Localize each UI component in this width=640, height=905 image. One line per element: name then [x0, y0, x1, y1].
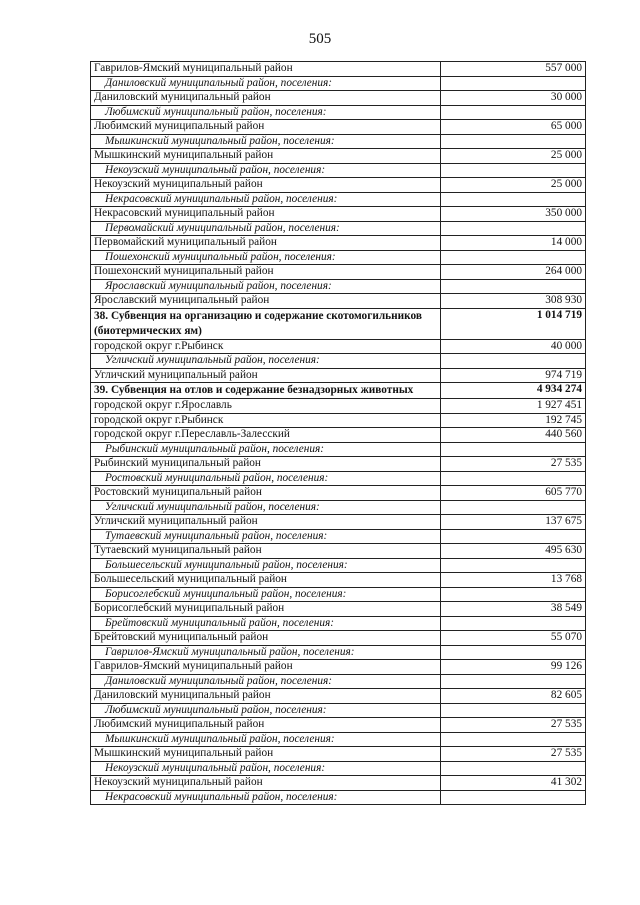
row-amount-cell: 27 535 [441, 457, 586, 472]
row-name-cell: Мышкинский муниципальный район [91, 149, 441, 164]
row-amount-cell: 27 535 [441, 718, 586, 733]
row-amount-cell [441, 471, 586, 486]
row-name-cell: 39. Субвенция на отлов и содержание безнадзорных животных [91, 383, 441, 399]
row-name-cell: Рыбинский муниципальный район, поселения: [91, 442, 441, 457]
subgroup-row [91, 221, 586, 236]
row-name-cell: Угличский муниципальный район [91, 368, 441, 383]
row-amount-cell: 40 000 [441, 339, 586, 354]
row-name-cell: Любимский муниципальный район, поселения: [91, 703, 441, 718]
budget-table-body [91, 62, 586, 805]
row-name-cell: Мышкинский муниципальный район [91, 747, 441, 762]
row-name-cell: Пошехонский муниципальный район, поселения: [91, 250, 441, 265]
subgroup-row [91, 134, 586, 149]
row-name-cell: Борисоглебский муниципальный район, поселения: [91, 587, 441, 602]
row-amount-cell [441, 354, 586, 369]
row-name-cell: Пошехонский муниципальный район [91, 265, 441, 280]
table-row [91, 747, 586, 762]
subgroup-row [91, 192, 586, 207]
subgroup-row [91, 250, 586, 265]
row-amount-cell [441, 279, 586, 294]
table-row [91, 544, 586, 559]
table-row [91, 515, 586, 530]
subgroup-row [91, 616, 586, 631]
subgroup-row [91, 587, 586, 602]
section-header-row [91, 308, 586, 339]
row-amount-cell: 495 630 [441, 544, 586, 559]
row-name-cell: городской округ г.Ярославль [91, 399, 441, 414]
row-amount-cell: 65 000 [441, 120, 586, 135]
row-amount-cell [441, 703, 586, 718]
table-row [91, 368, 586, 383]
subgroup-row [91, 354, 586, 369]
row-name-cell: Некоузский муниципальный район [91, 178, 441, 193]
subgroup-row [91, 703, 586, 718]
row-name-cell: Гаврилов-Ямский муниципальный район [91, 660, 441, 675]
row-name-cell: Некоузский муниципальный район, поселения: [91, 163, 441, 178]
subgroup-row [91, 442, 586, 457]
row-name-cell: Некрасовский муниципальный район, поселения: [91, 192, 441, 207]
row-name-cell: Даниловский муниципальный район, поселения: [91, 674, 441, 689]
table-row [91, 178, 586, 193]
subgroup-row [91, 471, 586, 486]
row-name-cell: Рыбинский муниципальный район [91, 457, 441, 472]
row-name-cell: Мышкинский муниципальный район, поселения: [91, 134, 441, 149]
row-amount-cell [441, 163, 586, 178]
row-amount-cell: 440 560 [441, 428, 586, 443]
subgroup-row [91, 76, 586, 91]
row-name-cell: Тутаевский муниципальный район, поселения: [91, 529, 441, 544]
page-number: 505 [308, 31, 332, 47]
row-amount-cell: 264 000 [441, 265, 586, 280]
section-header-row [91, 383, 586, 399]
row-amount-cell [441, 558, 586, 573]
subgroup-row [91, 500, 586, 515]
table-row [91, 265, 586, 280]
table-row [91, 149, 586, 164]
table-row [91, 399, 586, 414]
row-amount-cell: 30 000 [441, 91, 586, 106]
row-name-cell: Угличский муниципальный район, поселения: [91, 354, 441, 369]
row-amount-cell [441, 500, 586, 515]
row-name-cell: Угличский муниципальный район, поселения: [91, 500, 441, 515]
row-name-cell: Первомайский муниципальный район, поселения: [91, 221, 441, 236]
subgroup-row [91, 105, 586, 120]
table-row [91, 413, 586, 428]
row-name-cell: Борисоглебский муниципальный район [91, 602, 441, 617]
table-row [91, 62, 586, 77]
table-row [91, 120, 586, 135]
row-amount-cell: 25 000 [441, 149, 586, 164]
row-amount-cell: 14 000 [441, 236, 586, 251]
table-row [91, 339, 586, 354]
row-amount-cell [441, 76, 586, 91]
row-name-cell: Даниловский муниципальный район [91, 91, 441, 106]
row-amount-cell: 350 000 [441, 207, 586, 222]
subgroup-row [91, 279, 586, 294]
row-amount-cell [441, 761, 586, 776]
row-amount-cell: 308 930 [441, 294, 586, 309]
subgroup-row [91, 645, 586, 660]
row-amount-cell [441, 645, 586, 660]
table-row [91, 602, 586, 617]
row-name-cell: Угличский муниципальный район [91, 515, 441, 530]
row-name-cell: Ростовский муниципальный район [91, 486, 441, 501]
row-amount-cell: 82 605 [441, 689, 586, 704]
row-amount-cell: 974 719 [441, 368, 586, 383]
table-row [91, 236, 586, 251]
row-name-cell: Большесельский муниципальный район, поселения: [91, 558, 441, 573]
row-amount-cell: 1 927 451 [441, 399, 586, 414]
row-name-cell: Некоузский муниципальный район [91, 776, 441, 791]
row-name-cell: Мышкинский муниципальный район, поселения: [91, 732, 441, 747]
row-amount-cell [441, 732, 586, 747]
row-name-cell: городской округ г.Рыбинск [91, 339, 441, 354]
row-amount-cell [441, 105, 586, 120]
table-row [91, 776, 586, 791]
row-name-cell: Ярославский муниципальный район, поселения: [91, 279, 441, 294]
row-name-cell: Тутаевский муниципальный район [91, 544, 441, 559]
row-name-cell: Некрасовский муниципальный район [91, 207, 441, 222]
table-row [91, 631, 586, 646]
row-name-cell: Первомайский муниципальный район [91, 236, 441, 251]
row-name-cell: городской округ г.Переславль-Залесский [91, 428, 441, 443]
row-name-cell: Некрасовский муниципальный район, поселения: [91, 790, 441, 805]
budget-table [90, 61, 586, 805]
row-amount-cell: 41 302 [441, 776, 586, 791]
row-name-cell: Ростовский муниципальный район, поселения: [91, 471, 441, 486]
row-amount-cell [441, 442, 586, 457]
row-amount-cell: 605 770 [441, 486, 586, 501]
row-amount-cell: 192 745 [441, 413, 586, 428]
row-name-cell: Гаврилов-Ямский муниципальный район, поселения: [91, 645, 441, 660]
row-name-cell: Даниловский муниципальный район, поселения: [91, 76, 441, 91]
table-row [91, 573, 586, 588]
subgroup-row [91, 674, 586, 689]
table-row [91, 660, 586, 675]
table-row [91, 294, 586, 309]
row-name-cell: Любимский муниципальный район [91, 718, 441, 733]
subgroup-row [91, 558, 586, 573]
row-amount-cell: 99 126 [441, 660, 586, 675]
row-name-cell: Брейтовский муниципальный район, поселения: [91, 616, 441, 631]
table-row [91, 457, 586, 472]
row-amount-cell: 25 000 [441, 178, 586, 193]
row-amount-cell: 137 675 [441, 515, 586, 530]
row-name-cell: Некоузский муниципальный район, поселения: [91, 761, 441, 776]
row-name-cell: Ярославский муниципальный район [91, 294, 441, 309]
row-name-cell: 38. Субвенция на организацию и содержание скотомогильников (биотермических ям) [91, 308, 441, 339]
subgroup-row [91, 163, 586, 178]
row-amount-cell: 27 535 [441, 747, 586, 762]
row-amount-cell [441, 674, 586, 689]
row-name-cell: Большесельский муниципальный район [91, 573, 441, 588]
row-amount-cell: 4 934 274 [441, 383, 586, 399]
subgroup-row [91, 790, 586, 805]
row-amount-cell [441, 529, 586, 544]
row-amount-cell: 557 000 [441, 62, 586, 77]
row-amount-cell: 1 014 719 [441, 308, 586, 339]
row-amount-cell [441, 790, 586, 805]
row-amount-cell [441, 192, 586, 207]
table-row [91, 486, 586, 501]
table-row [91, 718, 586, 733]
row-name-cell: Брейтовский муниципальный район [91, 631, 441, 646]
row-name-cell: Гаврилов-Ямский муниципальный район [91, 62, 441, 77]
row-name-cell: Любимский муниципальный район, поселения: [91, 105, 441, 120]
table-row [91, 428, 586, 443]
row-name-cell: Даниловский муниципальный район [91, 689, 441, 704]
row-amount-cell [441, 221, 586, 236]
row-amount-cell [441, 587, 586, 602]
row-amount-cell: 13 768 [441, 573, 586, 588]
row-name-cell: Любимский муниципальный район [91, 120, 441, 135]
row-amount-cell [441, 250, 586, 265]
subgroup-row [91, 529, 586, 544]
table-row [91, 207, 586, 222]
table-row [91, 91, 586, 106]
row-amount-cell [441, 134, 586, 149]
row-name-cell: городской округ г.Рыбинск [91, 413, 441, 428]
subgroup-row [91, 761, 586, 776]
row-amount-cell: 55 070 [441, 631, 586, 646]
row-amount-cell: 38 549 [441, 602, 586, 617]
row-amount-cell [441, 616, 586, 631]
subgroup-row [91, 732, 586, 747]
table-row [91, 689, 586, 704]
